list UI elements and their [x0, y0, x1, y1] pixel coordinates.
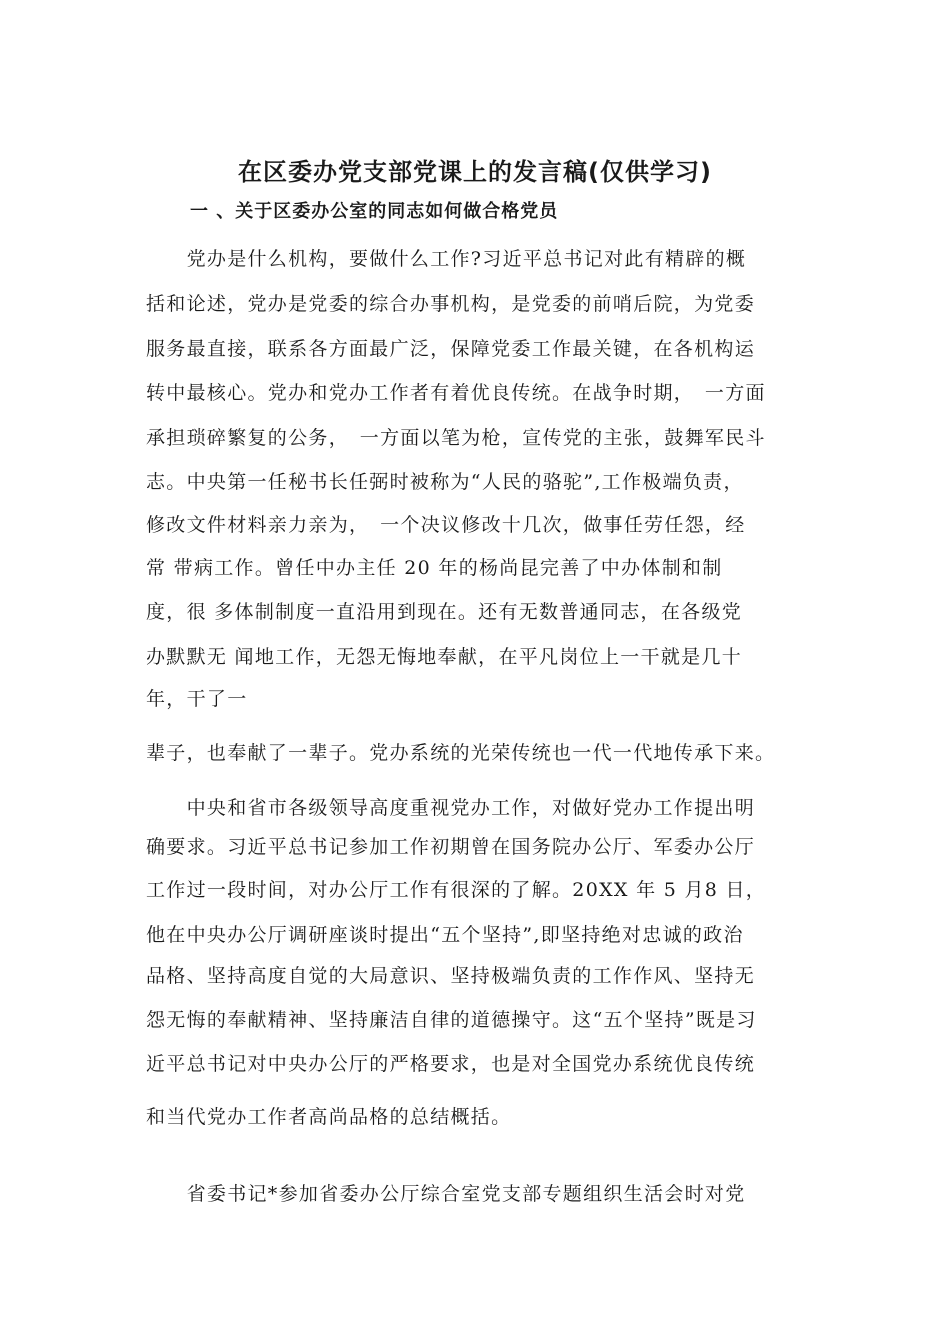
- section-heading: 一 、关于区委办公室的同志如何做合格党员: [190, 201, 559, 222]
- body-line: 辈子，也奉献了一辈子。党办系统的光荣传统也一代一代地传承下来。: [146, 742, 776, 764]
- body-line: 他在中央办公厅调研座谈时提出“五个坚持”,即坚持绝对忠诚的政治: [146, 924, 744, 946]
- body-line: 确要求。习近平总书记参加工作初期曾在国务院办公厅、军委办公厅: [146, 836, 756, 858]
- body-line: 省委书记*参加省委办公厅综合室党支部专题组织生活会时对党: [146, 1183, 746, 1205]
- body-line: 和当代党办工作者高尚品格的总结概括。: [146, 1106, 512, 1128]
- body-line: 办默默无 闻地工作，无怨无悔地奉献，在平凡岗位上一干就是几十: [146, 646, 743, 668]
- body-line: 工作过一段时间，对办公厅工作有很深的了解。20XX 年 5 月8 日，: [146, 879, 767, 901]
- body-line: 度，很 多体制制度一直沿用到现在。还有无数普通同志，在各级党: [146, 601, 743, 623]
- body-line: 转中最核心。党办和党办工作者有着优良传统。在战争时期， 一方面: [146, 382, 766, 404]
- body-line: 品格、坚持高度自觉的大局意识、坚持极端负责的工作作风、坚持无: [146, 965, 756, 987]
- body-line: 党办是什么机构，要做什么工作?习近平总书记对此有精辟的概: [146, 248, 747, 270]
- body-line: 中央和省市各级领导高度重视党办工作，对做好党办工作提出明: [146, 797, 756, 819]
- body-line: 近平总书记对中央办公厅的严格要求，也是对全国党办系统优良传统: [146, 1053, 756, 1075]
- body-line: 修改文件材料亲力亲为， 一个决议修改十几次，做事任劳任怨，经: [146, 514, 746, 536]
- body-line: 志。中央第一任秘书长任弼时被称为“人民的骆驼”,工作极端负责，: [146, 471, 744, 493]
- document-title: 在区委办党支部党课上的发言稿(仅供学习): [238, 158, 712, 186]
- body-line: 常 带病工作。曾任中办主任 20 年的杨尚昆完善了中办体制和制: [146, 557, 723, 579]
- body-line: 服务最直接，联系各方面最广泛，保障党委工作最关键，在各机构运: [146, 338, 756, 360]
- body-line: 括和论述，党办是党委的综合办事机构，是党委的前哨后院，为党委: [146, 293, 756, 315]
- body-line: 年，干了一: [146, 688, 248, 710]
- body-line: 怨无悔的奉献精神、坚持廉洁自律的道德操守。这“五个坚持”既是习: [146, 1009, 757, 1031]
- body-line: 承担琐碎繁复的公务， 一方面以笔为枪，宣传党的主张，鼓舞军民斗: [146, 427, 766, 449]
